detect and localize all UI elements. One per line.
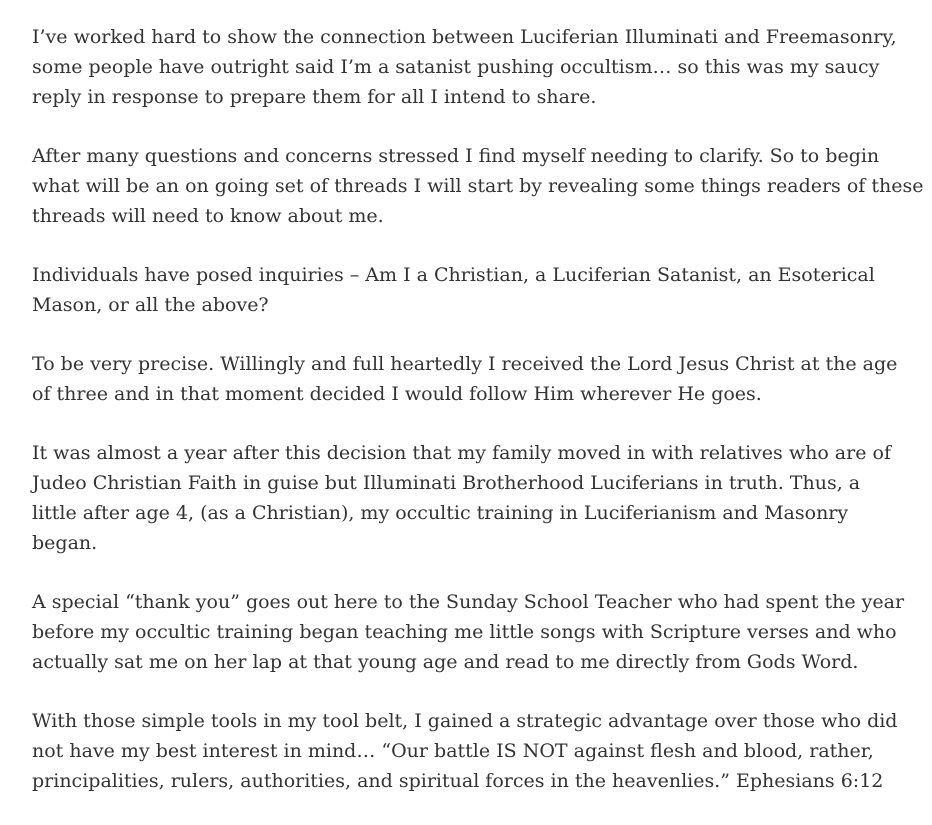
paragraph-intro: I’ve worked hard to show the connection between Luciferian Illuminati and Freemasonry, some people have outright said I’m a satanist pushing occultism… so this was my saucy reply in response to prepare them for all I intend to share. — [32, 26, 897, 108]
article-body — [32, 22, 932, 825]
paragraph-inquiries: Individuals have posed inquiries – Am I a Christian, a Luciferian Satanist, an Esoterical Mason, or all the above? — [32, 264, 875, 316]
paragraph-family: It was almost a year after this decision that my family moved in with relatives who are of Judeo Christian Faith in guise but Illuminati Brotherhood Luciferians in truth. Thus, a little after age 4, (as a Christian), my occultic training in Luciferianism and Masonry began. — [32, 442, 891, 554]
paragraph-thank-you: A special “thank you” goes out here to the Sunday School Teacher who had spent the year before my occultic training began teaching me little songs with Scripture verses and who actually sat me on her lap at that young age and read to me directly from Gods Word. — [32, 591, 905, 673]
paragraph-tools: With those simple tools in my tool belt, I gained a strategic advantage over those who did not have my best interest in mind… “Our battle IS NOT against flesh and blood, rather, principalities, rulers, authorities, and spiritual forces in the heavenlies.” Ephesians 6:12 — [32, 710, 898, 792]
paragraph-clarify: After many questions and concerns stressed I find myself needing to clarify. So to begin what will be an on going set of threads I will start by revealing some things readers of these threads will need to know about me. — [32, 145, 924, 227]
paragraph-precise: To be very precise. Willingly and full heartedly I received the Lord Jesus Christ at the age of three and in that moment decided I would follow Him wherever He goes. — [32, 353, 898, 405]
